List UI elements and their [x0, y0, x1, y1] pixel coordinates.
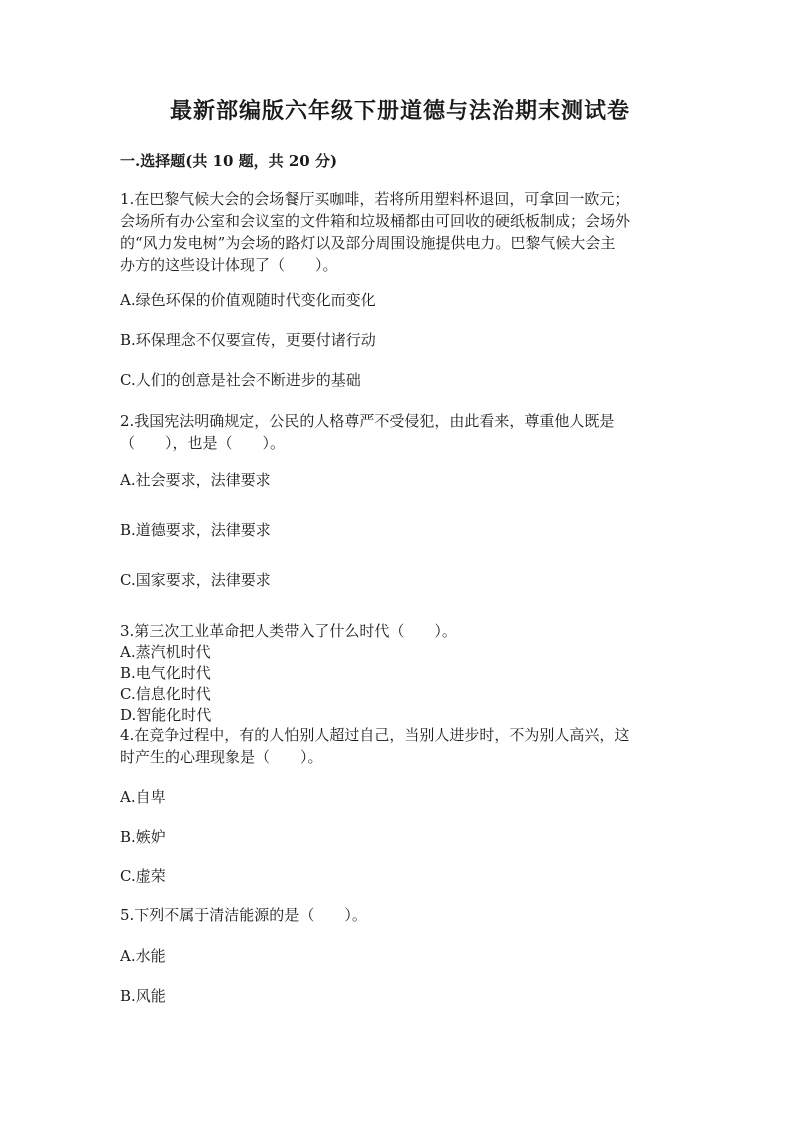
- question-text-line: 办方的这些设计体现了（ ）。: [120, 256, 338, 274]
- answer-option: A.社会要求，法律要求: [120, 471, 271, 489]
- question-text-line: （ ），也是（ ）。: [120, 434, 286, 452]
- question-text-line: 时产生的心理现象是（ ）。: [120, 748, 323, 766]
- answer-option: C.人们的创意是社会不断进步的基础: [120, 371, 361, 389]
- answer-option: A.蒸汽机时代: [120, 643, 211, 661]
- answer-option: C.虚荣: [120, 867, 166, 885]
- question-text-line: 1.在巴黎气候大会的会场餐厅买咖啡，若将所用塑料杯退回，可拿回一欧元；: [120, 190, 630, 208]
- question-text-line: 会场所有办公室和会议室的文件箱和垃圾桶都由可回收的硬纸板制成；会场外: [120, 212, 631, 230]
- document-title: 最新部编版六年级下册道德与法治期末测试卷: [169, 98, 630, 124]
- section-heading: 一.选择题(共 10 题，共 20 分): [120, 152, 338, 170]
- answer-option: C.国家要求，法律要求: [120, 571, 271, 589]
- answer-option: B.嫉妒: [120, 828, 166, 846]
- answer-option: B.环保理念不仅要宣传，更要付诸行动: [120, 331, 376, 349]
- answer-option: B.电气化时代: [120, 664, 211, 682]
- answer-option: B.道德要求，法律要求: [120, 521, 271, 539]
- question-text-line: 4.在竞争过程中，有的人怕别人超过自己，当别人进步时，不为别人高兴，这: [120, 726, 630, 744]
- answer-option: A.水能: [120, 947, 166, 965]
- question-text-line: 3.第三次工业革命把人类带入了什么时代（ ）。: [120, 622, 457, 640]
- question-text-line: 5.下列不属于清洁能源的是（ ）。: [120, 906, 367, 924]
- answer-option: A.自卑: [120, 788, 166, 806]
- answer-option: B.风能: [120, 987, 166, 1005]
- answer-option: C.信息化时代: [120, 685, 211, 703]
- question-text-line: 的“风力发电树”为会场的路灯以及部分周围设施提供电力。巴黎气候大会主: [120, 234, 616, 252]
- question-text-line: 2.我国宪法明确规定，公民的人格尊严不受侵犯，由此看来，尊重他人既是: [120, 412, 615, 430]
- answer-option: D.智能化时代: [120, 706, 212, 724]
- answer-option: A.绿色环保的价值观随时代变化而变化: [120, 291, 376, 309]
